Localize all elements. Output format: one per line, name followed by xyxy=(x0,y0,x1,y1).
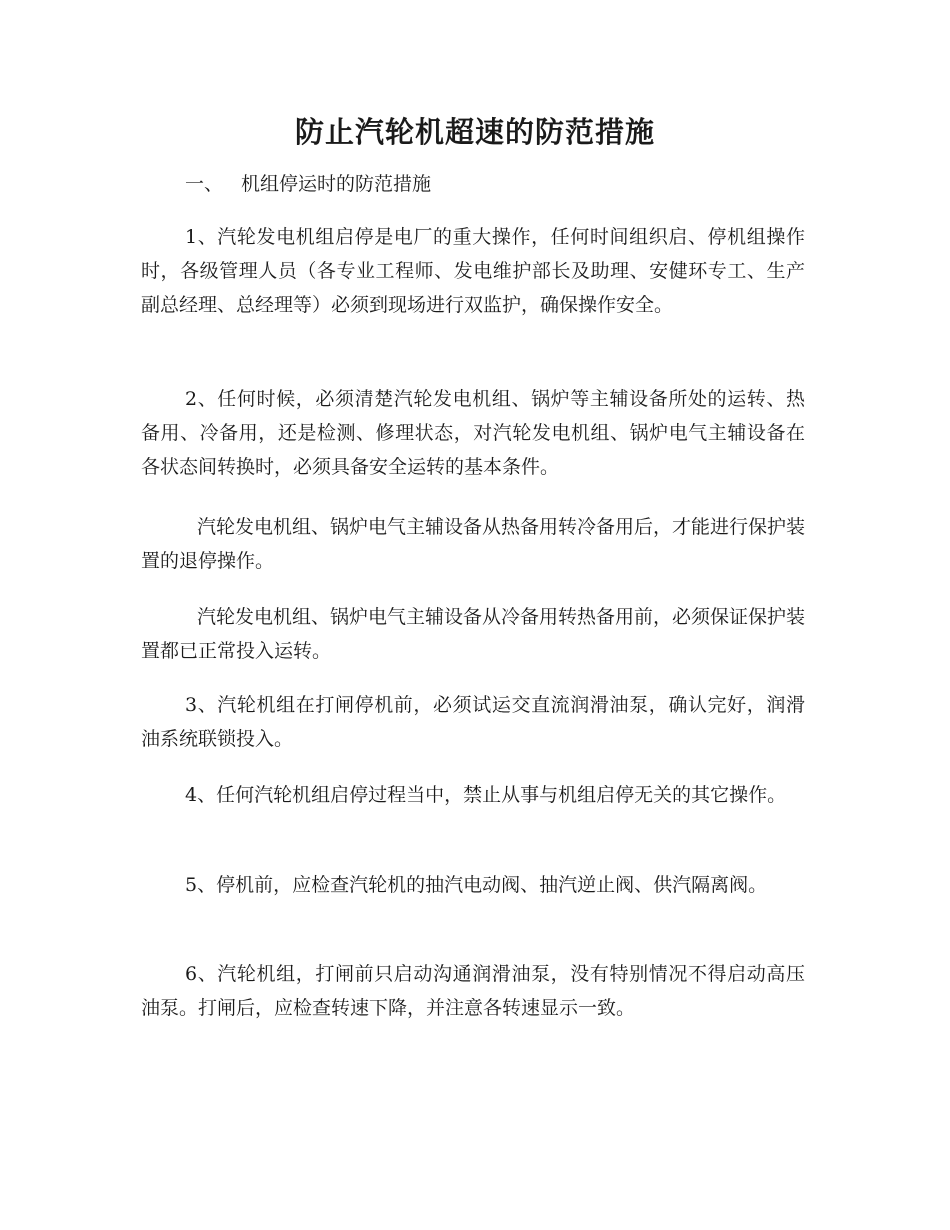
paragraph-6: 4、任何汽轮机组启停过程当中，禁止从事与机组启停无关的其它操作。 xyxy=(185,784,787,806)
document-title: 防止汽轮机超速的防范措施 xyxy=(294,115,655,149)
paragraph-5: 3、汽轮机组在打闸停机前，必须试运交直流润滑油泵，确认完好，润滑油系统联锁投入。 xyxy=(141,694,805,750)
paragraph-7: 5、停机前，应检查汽轮机的抽汽电动阀、抽汽逆止阀、供汽隔离阀。 xyxy=(185,874,768,896)
section-number: 一、 xyxy=(185,173,224,195)
section-heading xyxy=(185,170,431,198)
paragraph-2: 2、任何时候，必须清楚汽轮发电机组、锅炉等主辅设备所处的运转、热备用、冷备用，还是检测、修理状态，对汽轮发电机组、锅炉电气主辅设备在各状态间转换时，必须具备安全运转的基本条件。 xyxy=(141,388,805,478)
paragraph-8: 6、汽轮机组，打闸前只启动沟通润滑油泵，没有特别情况不得启动高压油泵。打闸后，应检查转速下降，并注意各转速显示一致。 xyxy=(141,963,805,1019)
paragraph-4: 汽轮发电机组、锅炉电气主辅设备从冷备用转热备用前，必须保证保护装置都已正常投入运转。 xyxy=(141,606,806,662)
paragraph-1: 1、汽轮发电机组启停是电厂的重大操作，任何时间组织启、停机组操作时，各级管理人员（各专业工程师、发电维护部长及助理、安健环专工、生产副总经理、总经理等）必须到现场进行双监护，确保操作安全。 xyxy=(141,226,805,316)
section-heading-text: 机组停运时的防范措施 xyxy=(241,173,432,195)
paragraph-3: 汽轮发电机组、锅炉电气主辅设备从热备用转冷备用后，才能进行保护装置的退停操作。 xyxy=(141,516,806,572)
